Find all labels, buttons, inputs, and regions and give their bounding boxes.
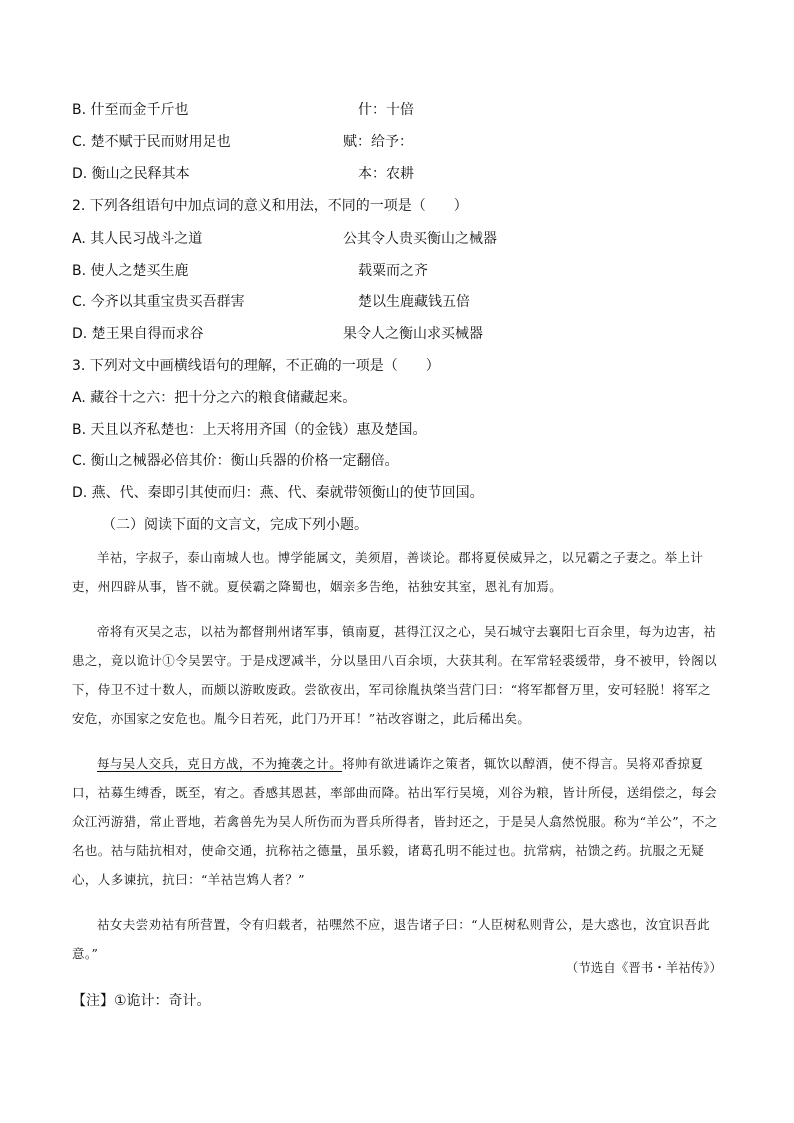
passage-paragraph-2: 帝将有灭吴之志，以祜为都督荆州诸军事，镇南夏，甚得江汉之心，吴石城守去襄阳七百余里，每为边害，祜患之，竟以诡计①令吴罢守。于是戍逻减半，分以垦田八百余顷，大获其利。在军常轻裘缓带，身不被甲，铃阁以下，侍卫不过十数人，而颇以游畋废政。尝欲夜出，军司徐胤执棨当营门曰：“将军都督万里，安可轻脱！将军之安危，亦国家之安危也。胤今日若死，此门乃开耳！”祜改容谢之，此后稀出矣。 <box>72 624 718 726</box>
classical-passage <box>72 543 722 968</box>
q1-option-c <box>72 132 413 152</box>
q2-option-b-right: 载粟而之齐 <box>358 263 428 279</box>
q2-stem: 2. 下列各组语句中加点词的意义和用法，不同的一项是（ ） <box>72 198 468 214</box>
passage-paragraph-3 <box>72 749 722 894</box>
passage-paragraph-1: 羊祜，字叔子，泰山南城人也。博学能属文，美须眉，善谈论。郡将夏侯威异之，以兄霸之子妻之。举上计吏，州四辟从事，皆不就。夏侯霸之降蜀也，姻亲多告绝，祜独安其室，恩礼有加焉。 <box>72 550 704 594</box>
q2-option-b <box>72 261 428 281</box>
q1-option-d <box>72 164 414 184</box>
q2-option-c-left: C. 今齐以其重宝贵买吾群害 <box>72 294 245 310</box>
q3-option-d: D. 燕、代、秦即引其使而归：燕、代、秦就带领衡山的使节回国。 <box>72 485 484 501</box>
q2-option-a-right: 公其令人贵买衡山之械器 <box>343 231 497 247</box>
q1-option-b-gloss: 什：十倍 <box>358 102 414 118</box>
footnote: 【注】①诡计：奇计。 <box>72 993 211 1009</box>
q1-option-b-text: B. 什至而金千斤也 <box>72 102 189 118</box>
q2-option-d-right: 果令人之衡山求买械器 <box>343 326 483 342</box>
q1-option-b <box>72 100 414 120</box>
q3-option-a: A. 藏谷十之六：把十分之六的粮食储藏起来。 <box>72 390 357 406</box>
q2-option-a-left: A. 其人民习战斗之道 <box>72 231 203 247</box>
q2-option-b-left: B. 使人之楚买生鹿 <box>72 263 189 279</box>
passage-paragraph-3-rest: 将帅有欲进谲诈之策者，辄饮以醇酒，使不得言。吴将邓香掠夏口，祜募生缚香，既至，宥之。香感其恩甚，率部曲而降。祜出军行吴境，刈谷为粮，皆计所侵，送绢偿之，每会众江沔游猎，常止晋地，若禽兽先为吴人所伤而为晋兵所得者，皆封还之，于是吴人翕然悦服。称为“羊公”，不之名也。祜与陆抗相对，使命交通，抗称祜之德量，虽乐毅，诸葛孔明不能过也。抗常病，祜馈之药。抗服之无疑心，人多谏抗，抗曰：“羊祜岂鸩人者？” <box>72 756 718 887</box>
source-citation: （节选自《晋书・羊祜传》） <box>565 960 722 975</box>
q3-option-b: B. 天且以齐私楚也：上天将用齐国（的金钱）惠及楚国。 <box>72 422 427 438</box>
q1-option-d-gloss: 本：农耕 <box>358 166 414 182</box>
q2-option-c <box>72 292 470 312</box>
underlined-sentence: 每与吴人交兵，克日方战，不为掩袭之计。 <box>97 756 343 771</box>
q1-option-c-text: C. 楚不赋于民而财用足也 <box>72 134 231 150</box>
q2-option-d <box>72 324 483 344</box>
q1-option-c-gloss: 赋：给予： <box>343 134 413 150</box>
passage-paragraph-4: 祜女夫尝劝祜有所营置，令有归载者，祜嘿然不应，退告诸子曰：“人臣树私则背公，是大惑也，汝宜识吾此意。” <box>72 917 711 961</box>
q1-option-d-text: D. 衡山之民释其本 <box>72 166 190 182</box>
section-heading: （二）阅读下面的文言文，完成下列小题。 <box>102 517 368 533</box>
q2-option-c-right: 楚以生鹿藏钱五倍 <box>358 294 470 310</box>
q2-option-a <box>72 229 497 249</box>
q3-option-c: C. 衡山之械器必倍其价：衡山兵器的价格一定翻倍。 <box>72 453 399 469</box>
q3-stem: 3. 下列对文中画横线语句的理解，不正确的一项是（ ） <box>72 358 440 374</box>
q2-option-d-left: D. 楚王果自得而求谷 <box>72 326 204 342</box>
